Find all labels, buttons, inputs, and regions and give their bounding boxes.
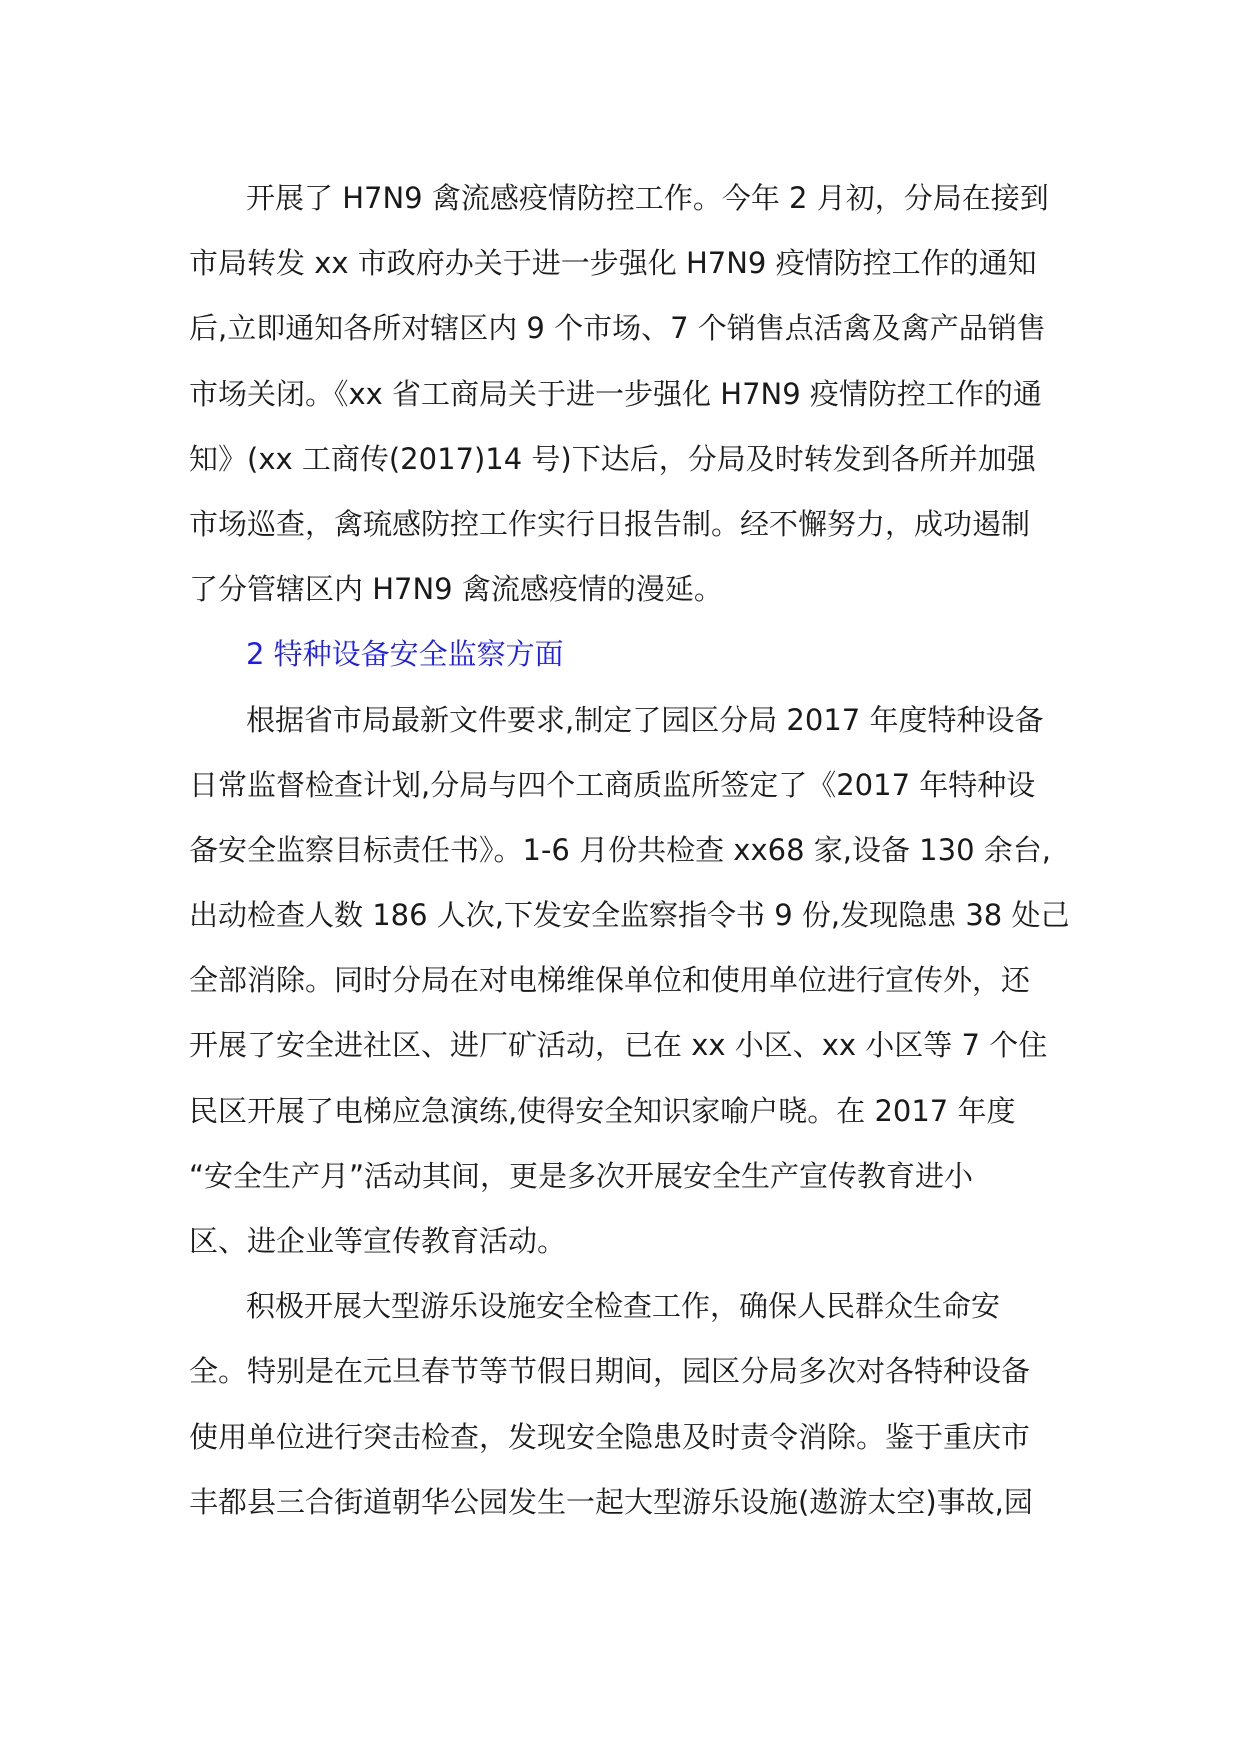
text-line: “安全生产月”活动其间，更是多次开展安全生产宣传教育进小 bbox=[189, 1158, 974, 1193]
text-line: 根据省市局最新文件要求,制定了园区分局 2017 年度特种设备 bbox=[246, 702, 1044, 737]
text-line: 开展了 H7N9 禽流感疫情防控工作。今年 2 月初，分局在接到 bbox=[246, 181, 1049, 215]
text-line: 积极开展大型游乐设施安全检查工作，确保人民群众生命安 bbox=[246, 1289, 1001, 1324]
text-line: 丰都县三合街道朝华公园发生一起大型游乐设施(遨游太空)事故,园 bbox=[189, 1484, 1033, 1519]
paragraph-h7n9 bbox=[189, 166, 1069, 622]
text-line: 市场巡查，禽琉感防控工作实行日报告制。经不懈努力，成功遏制 bbox=[189, 506, 1031, 541]
text-line: 市局转发 xx 市政府办关于进一步强化 H7N9 疫情防控工作的通知 bbox=[189, 246, 1037, 281]
section-heading: 2 特种设备安全监察方面 bbox=[246, 637, 564, 672]
paragraph-amusement-facilities bbox=[189, 1274, 1069, 1535]
text-line: 全部消除。同时分局在对电梯维保单位和使用单位进行宣传外，还 bbox=[189, 963, 1031, 998]
text-line: 备安全监察目标责任书》。1-6 月份共检查 xx68 家,设备 130 余台, bbox=[189, 832, 1051, 867]
text-line: 全。特别是在元旦春节等节假日期间，园区分局多次对各特种设备 bbox=[189, 1354, 1031, 1389]
text-line: 后,立即通知各所对辖区内 9 个市场、7 个销售点活禽及禽产品销售 bbox=[189, 311, 1046, 346]
paragraph-special-equipment bbox=[189, 688, 1069, 1275]
text-line: 了分管辖区内 H7N9 禽流感疫情的漫延。 bbox=[189, 572, 723, 607]
text-line: 开展了安全进社区、进厂矿活动，已在 xx 小区、xx 小区等 7 个住 bbox=[189, 1028, 1048, 1063]
text-line: 日常监督检查计划,分局与四个工商质监所签定了《2017 年特种设 bbox=[189, 767, 1036, 802]
document-body bbox=[189, 166, 1069, 1535]
text-line: 出动检查人数 186 人次,下发安全监察指令书 9 份,发现隐患 38 处己 bbox=[189, 898, 1070, 933]
text-line: 使用单位进行突击检查，发现安全隐患及时责令消除。鉴于重庆市 bbox=[189, 1419, 1031, 1454]
text-line: 市场关闭。《xx 省工商局关于进一步强化 H7N9 疫情防控工作的通 bbox=[189, 376, 1042, 411]
text-line: 知》(xx 工商传(2017)14 号)下达后，分局及时转发到各所并加强 bbox=[189, 441, 1036, 476]
text-line: 区、进企业等宣传教育活动。 bbox=[189, 1224, 567, 1258]
text-line: 民区开展了电梯应急演练,使得安全知识家喻户晓。在 2017 年度 bbox=[189, 1093, 1016, 1128]
